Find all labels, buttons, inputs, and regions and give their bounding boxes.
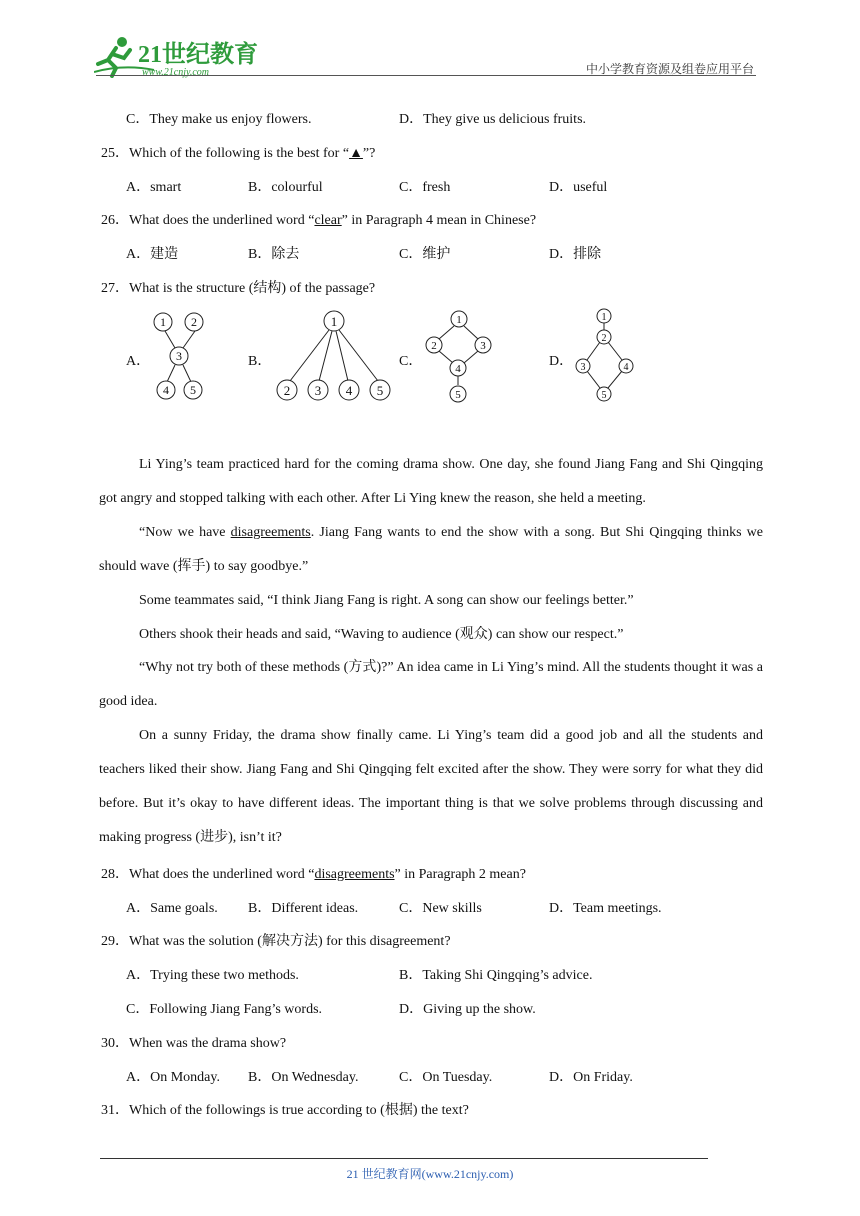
- structure-diagram-c: [422, 308, 494, 406]
- q26-option-d: D．排除: [549, 247, 602, 262]
- svg-text:5: 5: [601, 390, 607, 401]
- q29-stem: 29．What was the solution (解决方法) for this disagreement?: [101, 934, 451, 949]
- q27-option-a: A．: [126, 354, 151, 369]
- q26-option-c: C．维护: [399, 247, 451, 262]
- svg-text:4: 4: [623, 362, 629, 373]
- structure-diagram-b: [272, 308, 396, 406]
- svg-text:5: 5: [455, 389, 461, 401]
- q28-option-d: D．Team meetings.: [549, 901, 662, 916]
- q25-option-c: C．fresh: [399, 180, 451, 195]
- q28-option-b: B．Different ideas.: [248, 901, 359, 916]
- passage-paragraph-5: “Why not try both of these methods (方式)?” An idea came in Li Ying’s mind. All the students thought it was a good idea.: [99, 660, 763, 709]
- svg-text:4: 4: [163, 383, 169, 397]
- q31-stem: 31．Which of the followings is true according to (根据) the text?: [101, 1103, 469, 1118]
- q30-option-b: B．On Wednesday.: [248, 1070, 359, 1085]
- q25-option-b: B．colourful: [248, 180, 323, 195]
- q29-option-c: C．Following Jiang Fang’s words.: [126, 1002, 323, 1017]
- svg-text:2: 2: [601, 333, 607, 344]
- q29-option-d: D．Giving up the show.: [399, 1002, 536, 1017]
- q27-option-c: C．: [399, 354, 423, 369]
- q28-option-a: A．Same goals.: [126, 901, 218, 916]
- q30-option-d: D．On Friday.: [549, 1070, 633, 1085]
- passage-paragraph-4: Others shook their heads and said, “Waving to audience (观众) can show our respect.”: [139, 627, 624, 642]
- q29-option-a: A．Trying these two methods.: [126, 968, 299, 983]
- footer-link[interactable]: 21 世纪教育网(www.21cnjy.com): [346, 1167, 514, 1181]
- svg-text:4: 4: [345, 383, 353, 398]
- svg-text:5: 5: [190, 383, 196, 397]
- header-divider: [96, 75, 756, 76]
- svg-text:2: 2: [191, 315, 197, 329]
- passage-paragraph-1: Li Ying’s team practiced hard for the coming drama show. One day, she found Jiang Fang and Shi Qingqing got angry and stopped talking with each other. After Li Ying knew the reason, she held a meeting.: [99, 457, 763, 506]
- svg-text:5: 5: [376, 383, 384, 398]
- q28-underlined-word: disagreements: [314, 867, 395, 882]
- site-logo: [94, 34, 264, 78]
- svg-text:2: 2: [283, 383, 291, 398]
- logo-text: 21世纪教育: [138, 42, 258, 68]
- passage-paragraph-6: On a sunny Friday, the drama show finally came. Li Ying’s team did a good job and all the students and teachers liked their show. Jiang Fang and Shi Qingqing felt excited after the show. They were sorry for what they did before. But it’s okay to have different ideas. The important thing is that we solve problems through discussing and making progress (进步), isn’t it?: [99, 728, 763, 845]
- svg-text:3: 3: [580, 362, 586, 373]
- logo-url: www.21cnjy.com: [142, 67, 210, 78]
- structure-diagram-d: [572, 308, 638, 406]
- q25-option-d: D．useful: [549, 180, 608, 195]
- q25-stem: 25．Which of the following is the best for “▲”?: [101, 146, 376, 161]
- q30-option-a: A．On Monday.: [126, 1070, 220, 1085]
- q27-option-b: B．: [248, 354, 272, 369]
- q26-stem: 26．What does the underlined word “clear” in Paragraph 4 mean in Chinese?: [101, 213, 537, 228]
- q27-option-d: D．: [549, 354, 574, 369]
- q24-option-d: D．They give us delicious fruits.: [399, 112, 587, 127]
- platform-name: 中小学教育资源及组卷应用平台: [585, 62, 754, 76]
- underlined-disagreements: disagreements: [230, 525, 311, 540]
- svg-text:3: 3: [314, 383, 322, 398]
- q27-stem: 27．What is the structure (结构) of the passage?: [101, 281, 376, 296]
- passage-paragraph-3: Some teammates said, “I think Jiang Fang is right. A song can show our feelings better.”: [139, 593, 634, 608]
- q29-option-b: B．Taking Shi Qingqing’s advice.: [399, 968, 593, 983]
- svg-text:3: 3: [176, 349, 182, 363]
- svg-text:1: 1: [160, 315, 166, 329]
- q28-stem: 28．What does the underlined word “disagreements” in Paragraph 2 mean?: [101, 867, 526, 882]
- svg-text:3: 3: [480, 340, 486, 352]
- q26-option-a: A．建造: [126, 247, 179, 262]
- svg-text:1: 1: [601, 312, 607, 323]
- q30-stem: 30．When was the drama show?: [101, 1036, 287, 1051]
- q26-option-b: B．除去: [248, 247, 300, 262]
- q30-option-c: C．On Tuesday.: [399, 1070, 493, 1085]
- q24-option-c: C．They make us enjoy flowers.: [126, 112, 312, 127]
- q26-underlined-word: clear: [314, 213, 342, 228]
- svg-text:4: 4: [455, 363, 461, 375]
- passage-paragraph-2: “Now we have disagreements. Jiang Fang wants to end the show with a song. But Shi Qingqing thinks we should wave (挥手) to say goodbye.”: [99, 525, 763, 574]
- footer-divider: [100, 1158, 708, 1159]
- svg-text:1: 1: [456, 314, 462, 326]
- q25-blank: ▲: [349, 146, 363, 161]
- q28-option-c: C．New skills: [399, 901, 482, 916]
- svg-text:1: 1: [330, 314, 338, 329]
- q25-option-a: A．smart: [126, 180, 182, 195]
- structure-diagram-a: [148, 306, 218, 406]
- svg-text:2: 2: [431, 340, 437, 352]
